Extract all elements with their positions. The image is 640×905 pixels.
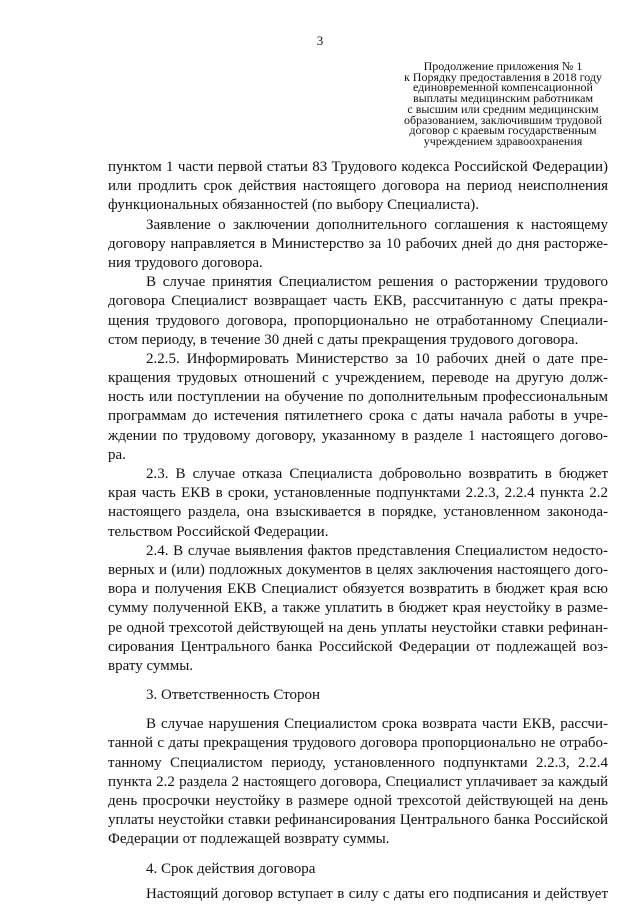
text-line: Федерации от подлежащей возврату суммы. — [108, 831, 390, 848]
text-line: ждении по трудовому договору, указанному в разделе 1 настоящего догово- — [108, 427, 608, 444]
paragraph-continuation — [108, 158, 608, 216]
text-line: В случае нарушения Специалистом срока возврата части ЕКВ, рассчи- — [146, 716, 608, 733]
text-line: уплаты неустойки ставки рефинансирования Центрального банка Российской — [108, 812, 608, 829]
text-line: сумму полученной ЕКВ, а также уплатить в бюджет края неустойку в разме- — [108, 600, 608, 617]
text-line: настоящего раздела, она взыскивается в порядке, установленном законода- — [108, 504, 608, 521]
text-line: 2.2.5. Информировать Министерство за 10 рабочих дней о дате пре- — [146, 350, 608, 367]
spacer — [108, 705, 608, 715]
text-line: 2.4. В случае выявления фактов представления Специалистом недосто- — [146, 542, 608, 559]
text-line: программам до истечения пятилетнего срока с даты начала работы в учре- — [108, 408, 608, 425]
header-line: договор с краевым государственным — [409, 123, 597, 138]
text-line: танному Специалистом периоду, установленного подпунктами 2.2.3, 2.2.4 — [108, 754, 608, 771]
text-line: стом периоду, в течение 30 дней с даты прекращения трудового договора. — [108, 331, 579, 348]
text-line: тельством Российской Федерации. — [108, 523, 329, 540]
text-line: ре одной трехсотой действующей на день уплаты неустойки ставки рефинан- — [108, 619, 608, 636]
document-body — [108, 158, 608, 904]
clause-2-3 — [108, 465, 608, 542]
text-line: щения трудового договора, пропорционально не отработанному Специали- — [108, 312, 608, 329]
text-line: врату суммы. — [108, 657, 194, 674]
header-line: Продолжение приложения № 1 — [423, 59, 583, 73]
header-line: к Порядку предоставления в 2018 году — [403, 69, 603, 84]
text-line: пункта 2.2 раздела 2 настоящего договора, Специалист уплачивает за каждый — [108, 773, 608, 790]
header-line: единовременной компенсационной — [413, 80, 593, 95]
appendix-header — [376, 61, 630, 147]
text-line: договору направляется в Министерство за 10 рабочих дней до дня расторже- — [108, 235, 608, 252]
text-line: пунктом 1 части первой статьи 83 Трудового кодекса Российской Федерации) — [108, 159, 608, 175]
text-line: кращения трудовых отношений с учреждением, переводе на другую долж- — [108, 370, 608, 387]
text-line: ность или поступлении на обучение по дополнительным профессиональным — [108, 389, 608, 406]
page-number: 3 — [316, 33, 324, 48]
text-line: договора Специалист возвращает часть ЕКВ, рассчитанную с даты прекра- — [108, 293, 608, 310]
text-line: или продлить срок действия настоящего договора на период неисполнения — [108, 178, 608, 195]
text-line: сирования Центрального банка Российской Федерации от подлежащей воз- — [108, 638, 608, 655]
header-line: образованием, заключившим трудовой — [403, 112, 603, 127]
header-line: выплаты медицинским работникам — [412, 91, 594, 106]
text-line: вора и получения ЕКВ Специалист обязуется возвратить в бюджет края всю — [108, 581, 608, 598]
text-line: день просрочки неустойку в размере одной трехсотой действующей на день — [108, 793, 608, 809]
text-line: Заявление о заключении дополнительного соглашения к настоящему — [146, 216, 608, 233]
paragraph-term — [108, 885, 608, 904]
text-line: 2.3. В случае отказа Специалиста добровольно возвратить в бюджет — [146, 466, 608, 482]
paragraph-liability — [108, 715, 608, 849]
section-heading-liability: 3. Ответственность Сторон — [146, 687, 321, 704]
text-line: верных и (или) подложных документов в целях заключения настоящего дого- — [108, 561, 608, 578]
text-line: Настоящий договор вступает в силу с даты его подписания и действует — [146, 885, 608, 902]
text-line: В случае принятия Специалистом решения о расторжении трудового — [146, 274, 608, 291]
section-heading-term: 4. Срок действия договора — [146, 860, 316, 877]
text-line: ния трудового договора. — [108, 254, 263, 271]
text-line: танной с даты прекращения трудового договора пропорционально не отрабо- — [108, 735, 608, 752]
spacer — [108, 676, 608, 686]
spacer — [108, 850, 608, 860]
paragraph-termination — [108, 273, 608, 350]
clause-2-2-5 — [108, 350, 608, 465]
paragraph-supplementary-agreement — [108, 216, 608, 274]
text-line: ра. — [108, 446, 126, 463]
clause-2-4 — [108, 542, 608, 676]
text-line: функциональных обязанностей (по выбору Специалиста). — [108, 197, 479, 214]
text-line: края часть ЕКВ в сроки, установленные подпунктами 2.2.3, 2.2.4 пункта 2.2 — [108, 485, 608, 502]
header-line: учреждением здравоохранения — [423, 133, 583, 148]
header-line: с высшим или средним медицинским — [407, 101, 599, 116]
